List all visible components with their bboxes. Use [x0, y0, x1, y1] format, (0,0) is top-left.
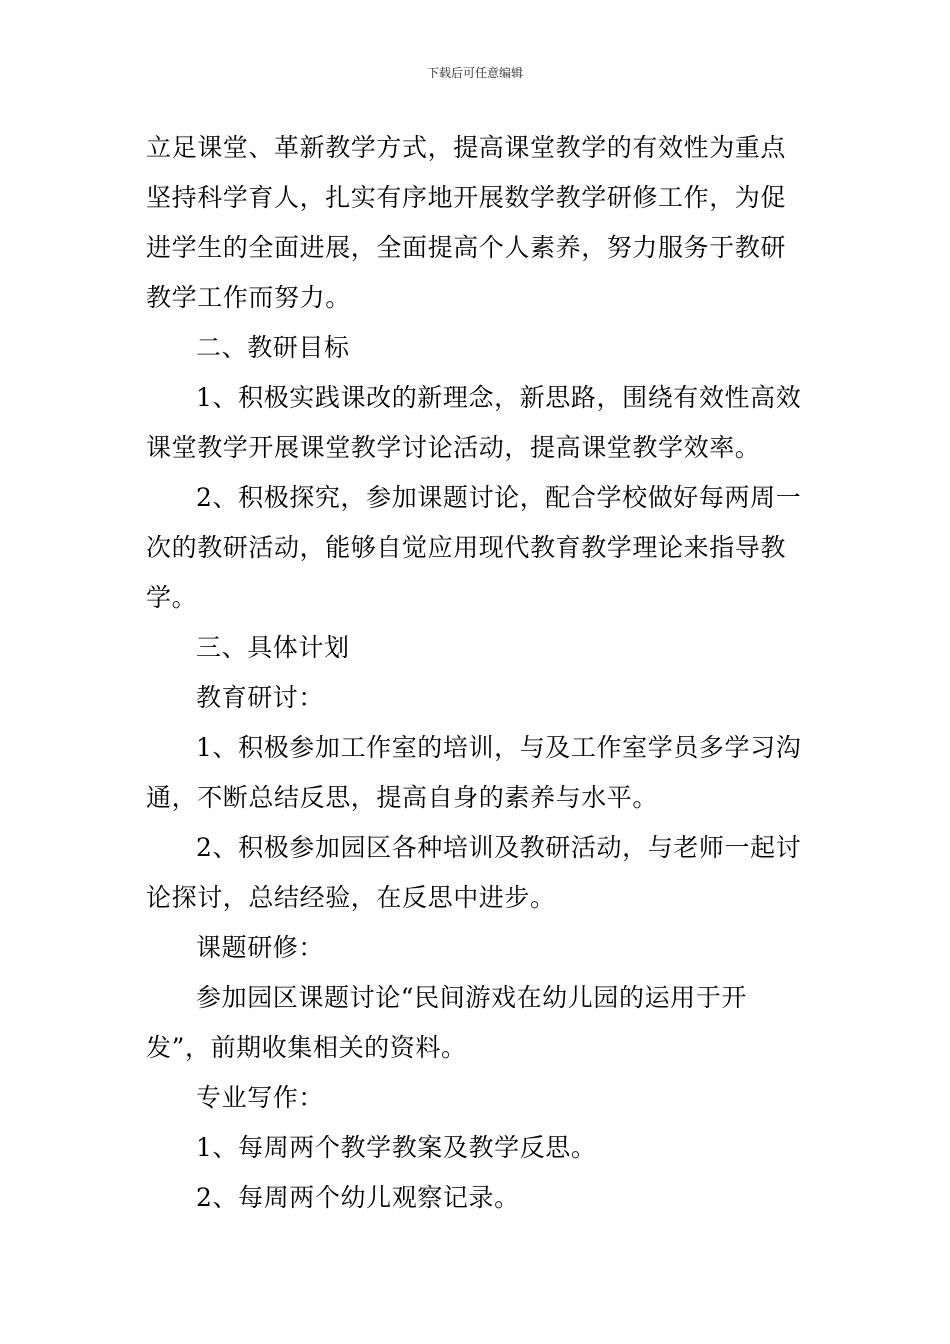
text-line: 进学生的全面进展，全面提高个人素养，努力服务于教研 — [146, 233, 787, 262]
text-line: 2、积极参加园区各种培训及教研活动，与老师一起讨 — [196, 833, 802, 862]
text-line: 2、每周两个幼儿观察记录。 — [196, 1183, 520, 1212]
text-line: 发”，前期收集相关的资料。 — [146, 1033, 467, 1062]
subheading-text: 课题研修： — [196, 933, 325, 962]
text-line: 学。 — [146, 583, 198, 612]
document-body — [146, 123, 806, 1223]
section-heading-goals — [146, 323, 806, 373]
text-line: 参加园区课题讨论“民间游戏在幼儿园的运用于开 — [196, 983, 747, 1012]
text-line: 课堂教学开展课堂教学讨论活动，提高课堂教学效率。 — [146, 433, 761, 462]
text-line: 1、积极参加工作室的培训，与及工作室学员多学习沟 — [196, 733, 802, 762]
page-header: 下载后可任意编辑 — [426, 66, 523, 80]
text-line: 1、每周两个教学教案及教学反思。 — [196, 1133, 597, 1162]
text-line: 1、积极实践课改的新理念，新思路，围绕有效性高效 — [196, 383, 802, 412]
subheading-education — [146, 673, 806, 723]
text-line: 坚持科学育人，扎实有序地开展数学教学研修工作，为促 — [146, 183, 787, 212]
heading-text: 二、教研目标 — [196, 333, 350, 362]
text-line: 通，不断总结反思，提高自身的素养与水平。 — [146, 783, 659, 812]
text-line: 次的教研活动，能够自觉应用现代教育教学理论来指导教 — [146, 533, 787, 562]
paragraph-goal-1 — [146, 373, 806, 473]
subheading-text: 专业写作： — [196, 1083, 325, 1112]
paragraph-intro — [146, 123, 806, 323]
text-line: 2、积极探究，参加课题讨论，配合学校做好每两周一 — [196, 483, 802, 512]
heading-text: 三、具体计划 — [196, 633, 350, 662]
paragraph-education-2 — [146, 823, 806, 923]
paragraph-goal-2 — [146, 473, 806, 623]
subheading-text: 教育研讨： — [196, 683, 325, 712]
text-line: 教学工作而努力。 — [146, 283, 351, 312]
subheading-writing — [146, 1073, 806, 1123]
subheading-research — [146, 923, 806, 973]
text-line: 论探讨，总结经验，在反思中进步。 — [146, 883, 556, 912]
paragraph-education-1 — [146, 723, 806, 823]
paragraph-writing-2 — [146, 1173, 806, 1223]
text-line: 立足课堂、革新教学方式，提高课堂教学的有效性为重点 — [146, 133, 787, 162]
paragraph-research — [146, 973, 806, 1073]
section-heading-plan — [146, 623, 806, 673]
paragraph-writing-1 — [146, 1123, 806, 1173]
